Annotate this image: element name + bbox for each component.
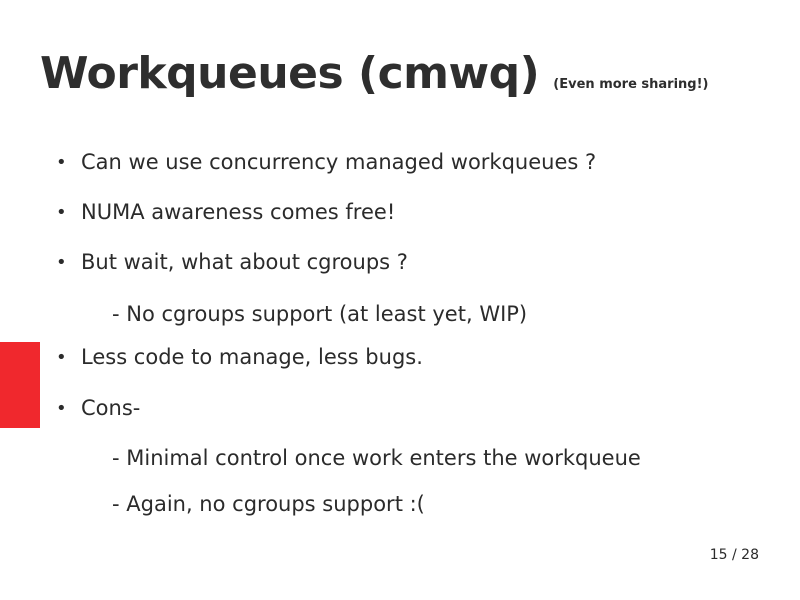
bullet-text: Can we use concurrency managed workqueues ? [81,150,597,174]
bullet-icon: • [56,251,67,273]
bullet-item [56,396,140,420]
title-subtitle: (Even more sharing!) [553,77,709,92]
bullet-item [56,200,395,224]
sub-point: - No cgroups support (at least yet, WIP) [112,302,528,326]
page-number: 15 / 28 [709,547,759,563]
title-main: Workqueues (cmwq) [40,48,540,99]
bullet-icon: • [56,151,67,173]
bullet-item [56,250,408,274]
bullet-text: Cons- [81,396,141,420]
bullet-item [56,150,596,174]
sub-point: - Minimal control once work enters the workqueue [112,446,641,470]
sub-point: - Again, no cgroups support :( [112,492,425,516]
accent-bar [0,342,40,428]
bullet-text: NUMA awareness comes free! [81,200,396,224]
bullet-text: But wait, what about cgroups ? [81,250,408,274]
slide-title [40,48,708,99]
bullet-icon: • [56,397,67,419]
bullet-icon: • [56,346,67,368]
bullet-item [56,345,423,369]
bullet-icon: • [56,201,67,223]
bullet-text: Less code to manage, less bugs. [81,345,423,369]
